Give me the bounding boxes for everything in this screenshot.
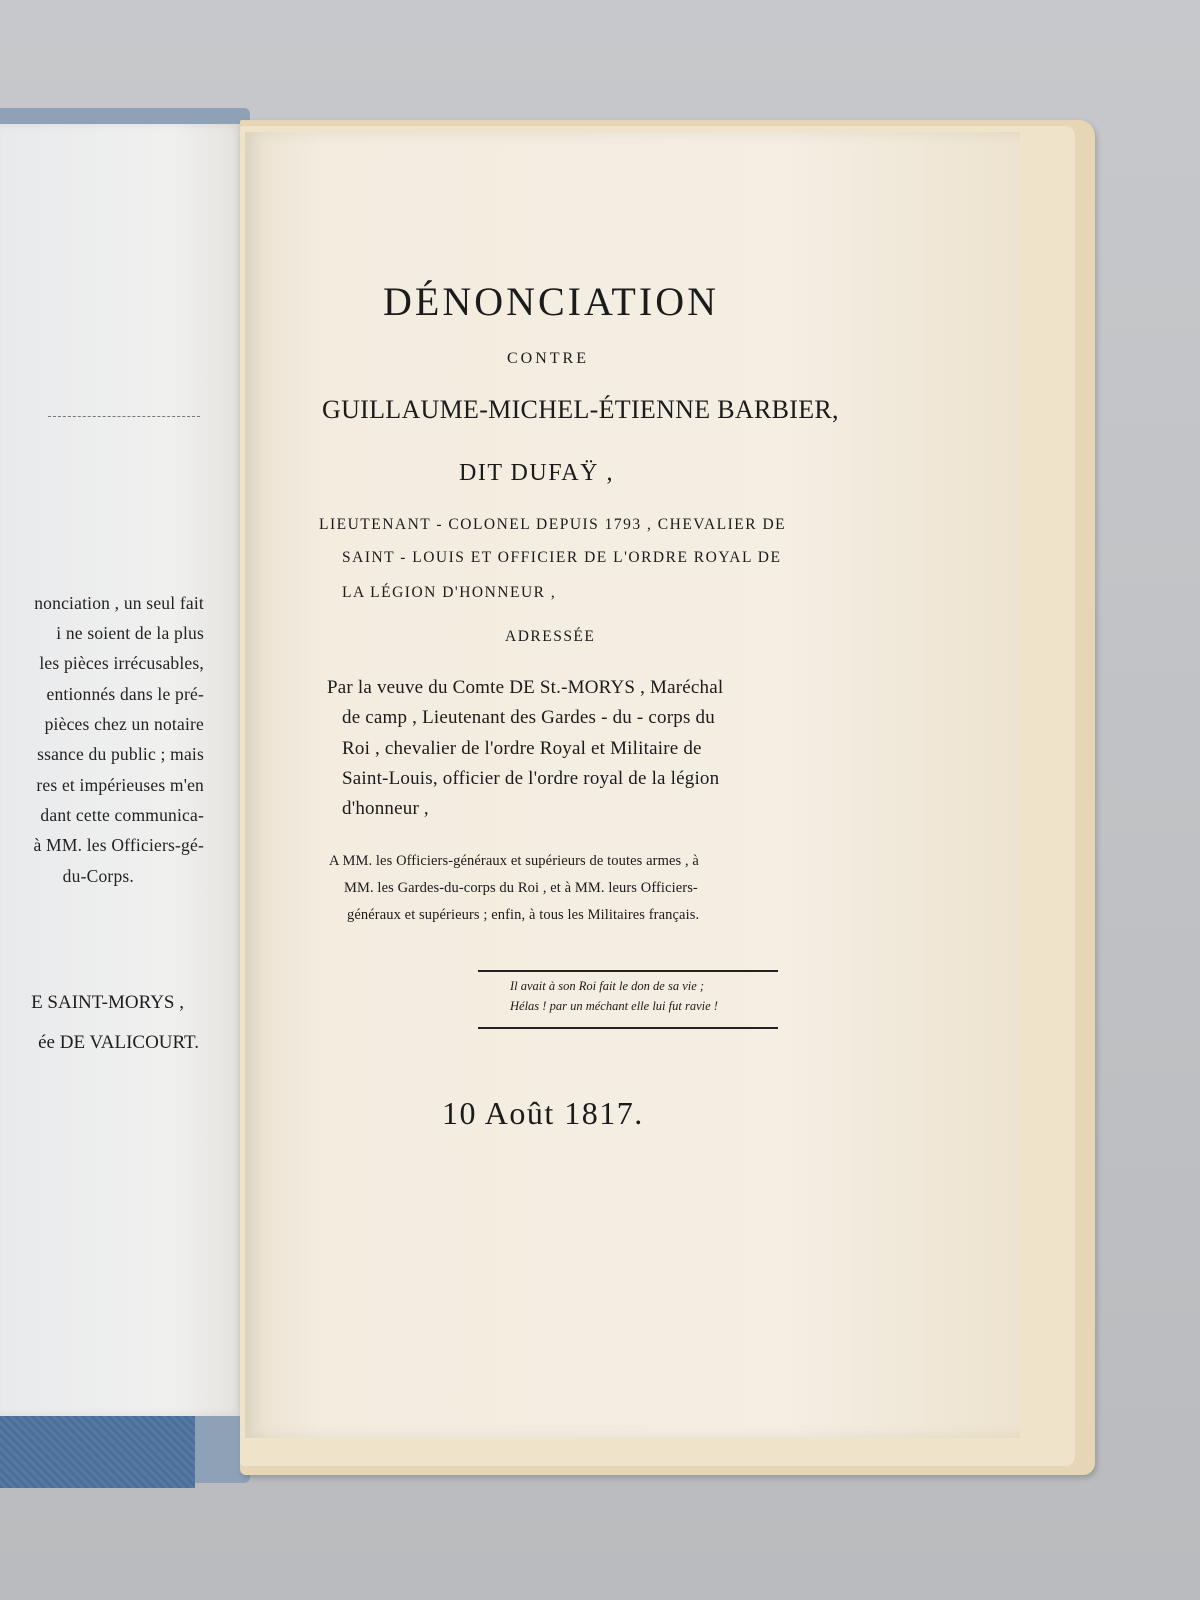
body-line: Roi , chevalier de l'ordre Royal et Militaire de [342, 738, 702, 759]
body-line: Saint-Louis, officier de l'ordre royal de la légion [342, 768, 720, 789]
recipients-line: MM. les Gardes-du-corps du Roi , et à MM. leurs Officiers- [344, 880, 698, 896]
description-line: LA LÉGION D'HONNEUR , [342, 584, 557, 601]
epigraph-line: Hélas ! par un méchant elle lui fut ravie ! [510, 999, 718, 1013]
body-line: d'honneur , [342, 798, 429, 819]
left-page-rule [48, 416, 200, 417]
epigraph-line: Il avait à son Roi fait le don de sa vie ; [510, 979, 705, 993]
left-signature-line: ée DE VALICOURT. [38, 1032, 199, 1053]
body-line: Par la veuve du Comte DE St.-MORYS , Maréchal [327, 677, 724, 698]
left-text-line: dant cette communica- [40, 805, 204, 825]
epigraph-rule-top [478, 970, 778, 972]
left-text-line: res et impérieuses m'en [36, 775, 204, 795]
adressee-label: ADRESSÉE [505, 628, 596, 645]
left-page [0, 124, 244, 1416]
recipients-line: A MM. les Officiers-généraux et supérieurs de toutes armes , à [329, 853, 699, 869]
left-text-line: pièces chez un notaire [44, 714, 204, 734]
title: DÉNONCIATION [383, 279, 719, 324]
recipients-line: généraux et supérieurs ; enfin, à tous les Militaires français. [347, 907, 700, 923]
publication-date: 10 Août 1817. [442, 1095, 644, 1131]
left-text-line: i ne soient de la plus [56, 623, 204, 643]
left-text-line: entionnés dans le pré- [46, 684, 204, 704]
left-text-line: ssance du public ; mais [37, 744, 204, 764]
description-line: SAINT - LOUIS ET OFFICIER DE L'ORDRE ROYAL DE [342, 549, 782, 566]
description-line: LIEUTENANT - COLONEL DEPUIS 1793 , CHEVALIER DE [319, 516, 787, 533]
body-line: de camp , Lieutenant des Gardes - du - corps du [342, 707, 715, 728]
accused-name: GUILLAUME-MICHEL-ÉTIENNE BARBIER, [322, 395, 839, 424]
left-text-line: nonciation , un seul fait [34, 593, 204, 613]
left-text-line: les pièces irrécusables, [39, 653, 204, 673]
epigraph-rule-bottom [478, 1027, 778, 1029]
contre-label: CONTRE [507, 350, 589, 367]
alias: DIT DUFAŸ , [459, 460, 614, 486]
left-text-line: à MM. les Officiers-gé- [33, 835, 204, 855]
left-text-line: du-Corps. [62, 866, 134, 886]
left-signature-line: E SAINT-MORYS , [31, 992, 184, 1013]
